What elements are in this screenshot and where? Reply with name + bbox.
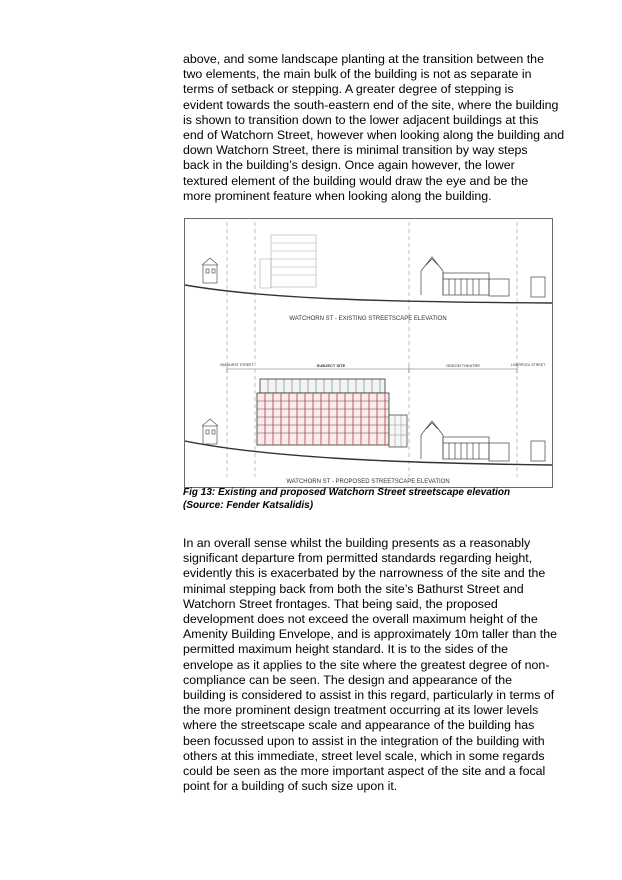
text-line: been focussed upon to assist in the integration of the building with <box>183 733 545 748</box>
liverpool-street-label: LIVERPOOL STREET <box>510 363 546 367</box>
text-line: building is considered to assist in this regard, particularly in terms of <box>183 688 555 703</box>
text-line: In an overall sense whilst the building presents as a reasonably <box>183 536 531 550</box>
figure-caption <box>183 487 563 512</box>
text-line: permitted maximum height standard. It is to the sides of the <box>183 642 509 657</box>
text-line: development does not exceed the overall maximum height of the <box>183 612 538 627</box>
subject-site-label: SUBJECT SITE <box>316 363 346 368</box>
text-line: compliance can be seen. The design and appearance of the <box>183 672 513 687</box>
text-line: evident towards the south-eastern end of the site, where the building <box>183 97 559 112</box>
caption-line: Fig 13: Existing and proposed Watchorn Street streetscape elevation <box>183 487 511 498</box>
existing-odeon-theatre <box>421 257 545 297</box>
text-line: above, and some landscape planting at the transition between the <box>183 52 544 66</box>
proposed-elevation <box>185 379 552 485</box>
proposed-elevation-label: WATCHORN ST - PROPOSED STREETSCAPE ELEVATION <box>286 479 450 485</box>
text-line: Amenity Building Envelope, and is approximately 10m taller than the <box>183 627 557 642</box>
text-line: minimal stepping back from both the site’s Bathurst Street and <box>183 581 524 596</box>
odeon-theatre-label: ODEON THEATRE <box>445 363 481 368</box>
text-line: envelope as it applies to the site where the greatest degree of non- <box>183 657 550 672</box>
text-line: is shown to transition down to the lower adjacent buildings at this <box>183 112 539 127</box>
text-line: back in the building’s design. Once again however, the lower <box>183 158 515 173</box>
text-line: where the streetscape scale and appearance of the building has <box>183 718 535 733</box>
text-line: two elements, the main bulk of the building is not as separate in <box>183 67 532 82</box>
proposed-odeon-theatre <box>421 421 545 461</box>
text-line: Watchorn Street frontages. That being said, the proposed <box>183 596 498 611</box>
bathurst-street-label: BATHURST STREET <box>220 363 254 367</box>
paragraph-overall <box>183 536 568 794</box>
existing-tower-outline <box>260 235 316 288</box>
existing-house <box>202 258 218 283</box>
text-line: could be seen as the more important aspect of the site and a focal <box>183 764 546 779</box>
existing-elevation <box>185 235 552 322</box>
text-line: significant departure from permitted standards regarding height, <box>183 551 533 566</box>
text-line: point for a building of such size upon it. <box>183 779 398 794</box>
proposed-building <box>257 379 407 447</box>
caption-line: (Source: Fender Katsalidis) <box>183 499 314 511</box>
text-line: others at this immediate, street level scale, which in some regards <box>183 748 545 763</box>
streetscape-elevation-figure <box>184 218 553 488</box>
existing-elevation-label: WATCHORN ST - EXISTING STREETSCAPE ELEVATION <box>289 316 447 322</box>
text-line: terms of setback or stepping. A greater degree of stepping is <box>183 82 514 97</box>
text-line: down Watchorn Street, there is minimal transition by way steps <box>183 143 528 158</box>
text-line: evidently this is exacerbated by the narrowness of the site and the <box>183 566 546 581</box>
paragraph-setback <box>183 52 568 204</box>
proposed-house <box>202 419 218 444</box>
text-line: end of Watchorn Street, however when looking along the building and <box>183 128 565 143</box>
text-line: more prominent feature when looking along the building. <box>183 188 492 203</box>
text-line: textured element of the building would draw the eye and be the <box>183 173 529 188</box>
text-line: the more prominent design treatment occurring at its lower levels <box>183 703 539 718</box>
ground-line-existing <box>185 285 552 303</box>
